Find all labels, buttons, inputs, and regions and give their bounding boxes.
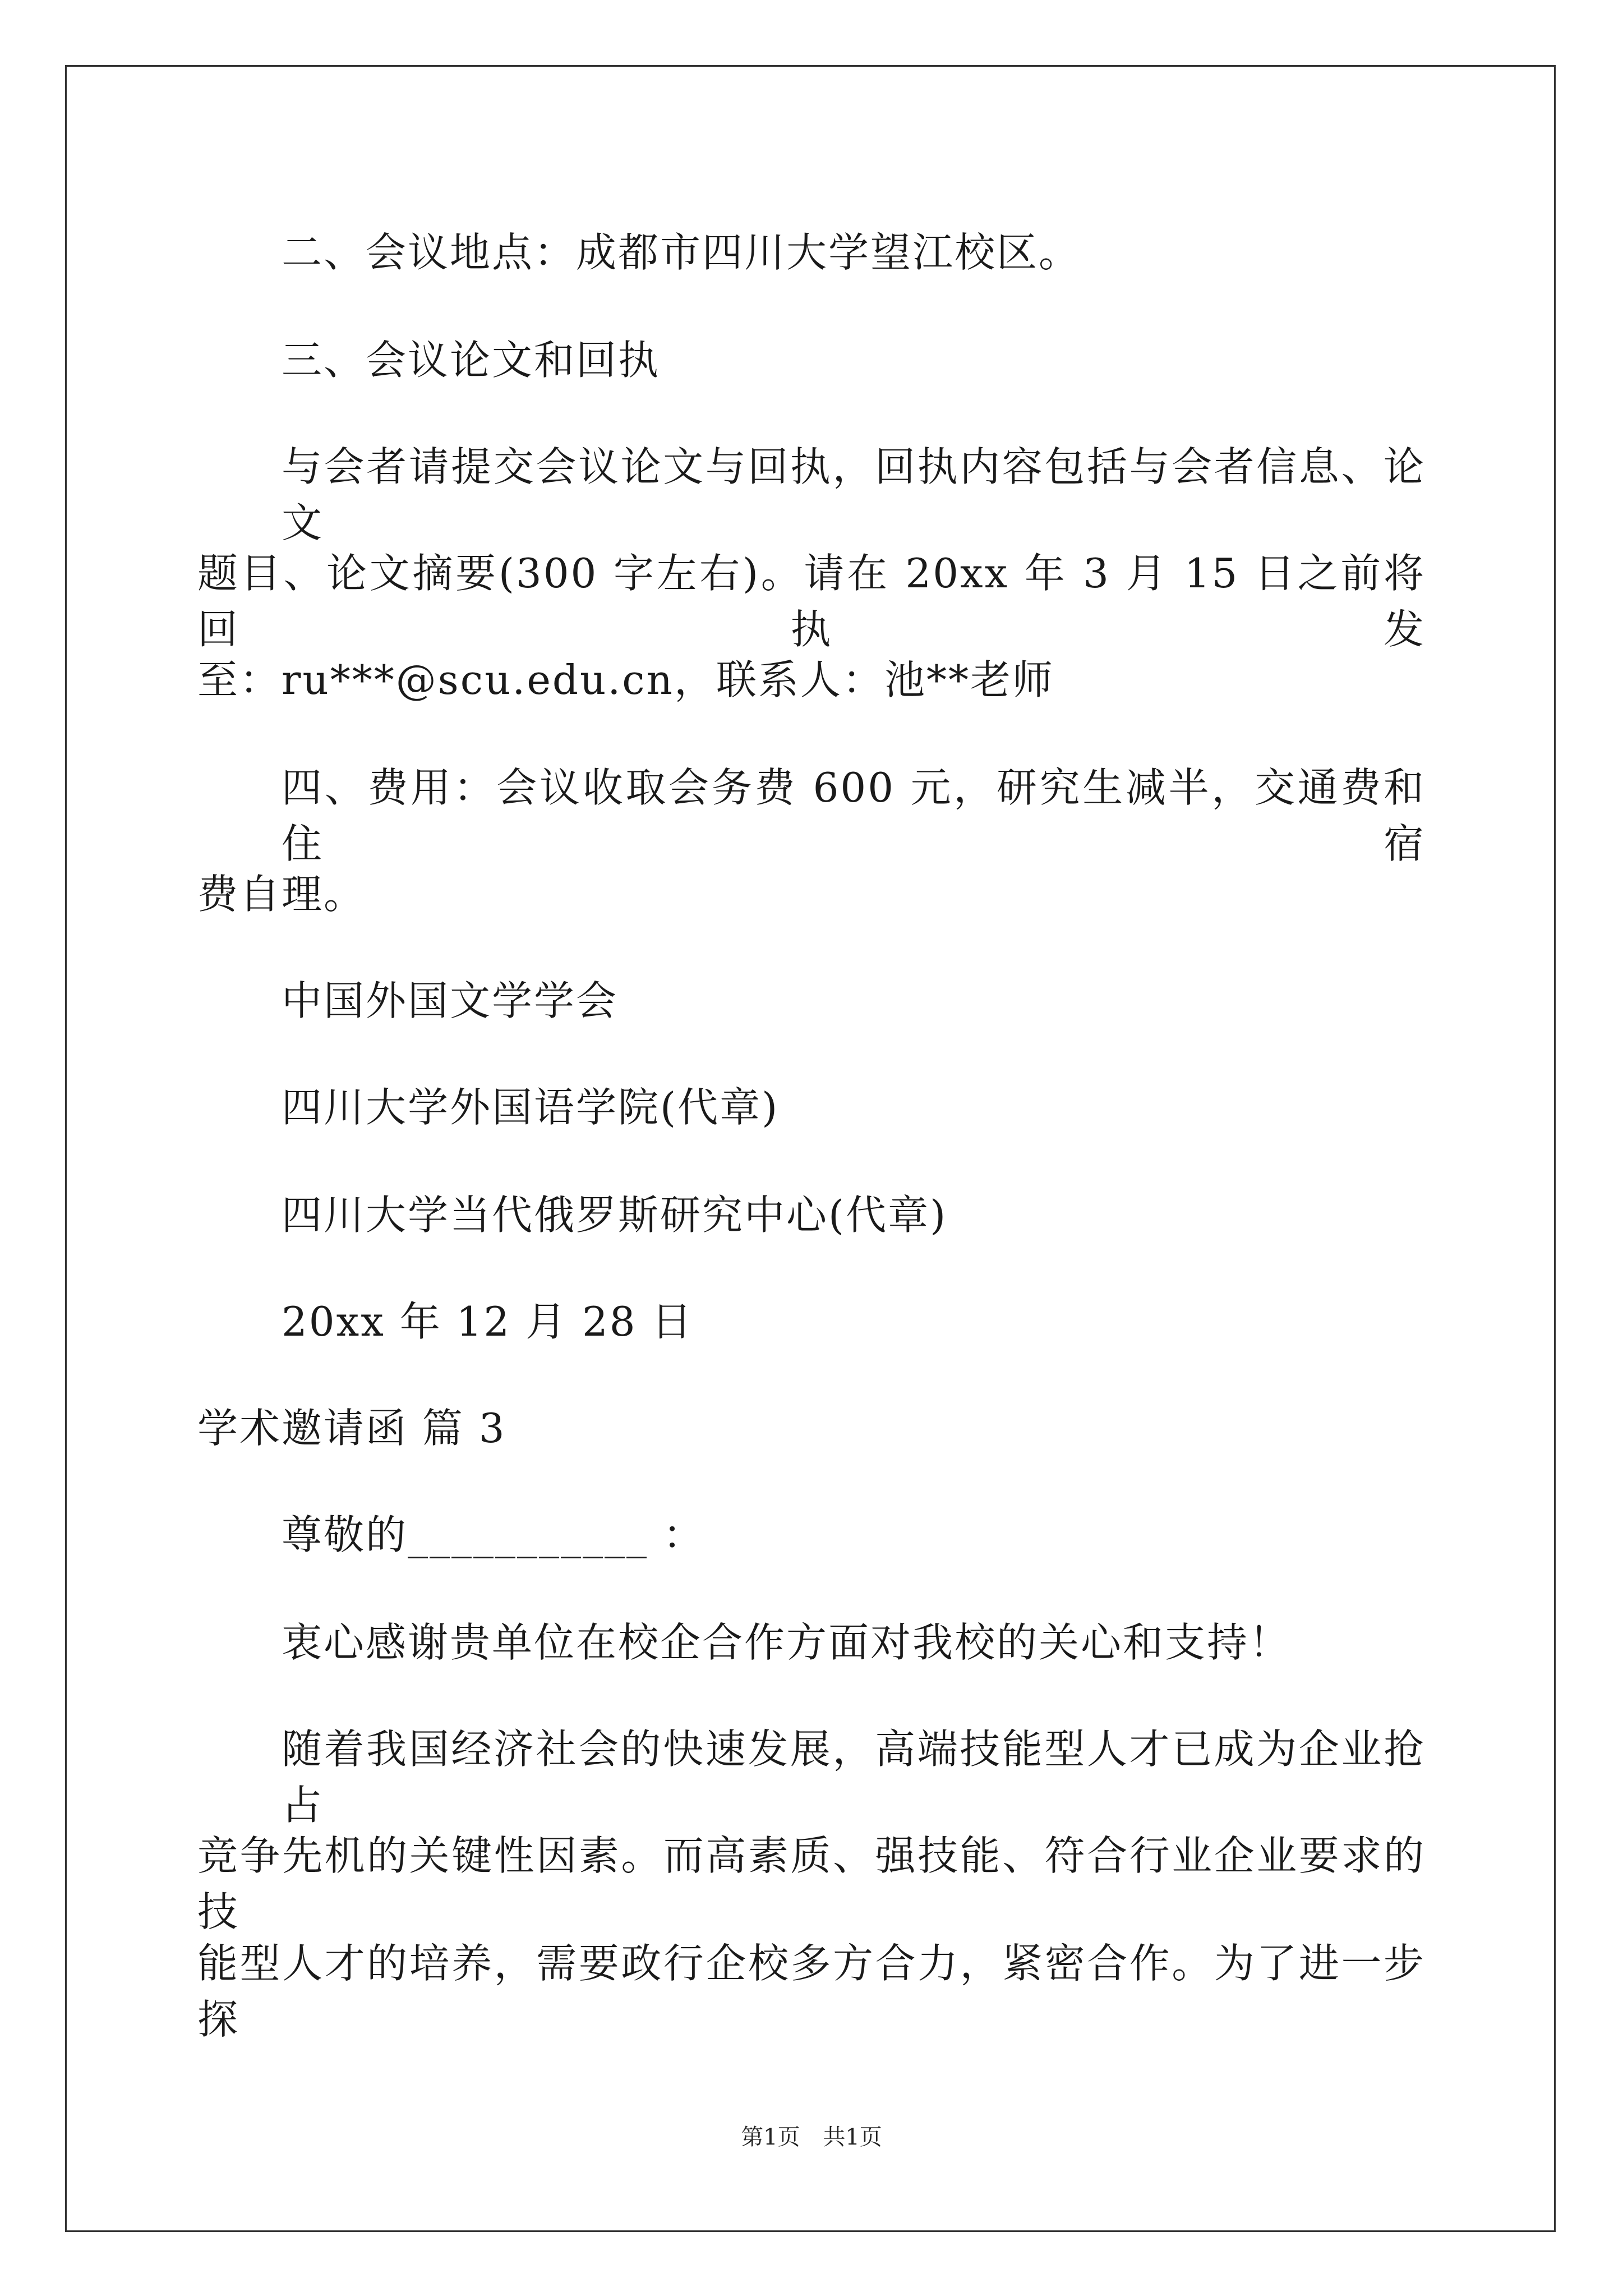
page-total: 共1页	[823, 2124, 882, 2150]
paragraph-submission-line2: 题目、论文摘要(300 字左右)。请在 20xx 年 3 月 15 日之前将回执发	[197, 550, 1426, 653]
paragraph-submission-line3: 至：ru***@scu.edu.cn，联系人：池**老师	[197, 656, 1054, 703]
paragraph-fees-line2: 费自理。	[197, 871, 366, 918]
signature-org-3: 四川大学当代俄罗斯研究中心(代章)	[282, 1191, 948, 1239]
salutation: 尊敬的___________ ：	[282, 1511, 705, 1558]
paragraph-fees-line1: 四、费用：会议收取会务费 600 元，研究生减半，交通费和住宿	[282, 764, 1426, 867]
paragraph-body-line3: 能型人才的培养，需要政行企校多方合力，紧密合作。为了进一步探	[197, 1940, 1426, 2043]
page-border	[65, 65, 1556, 2232]
page-number: 第1页	[741, 2124, 800, 2150]
signature-org-2: 四川大学外国语学院(代章)	[282, 1084, 780, 1131]
heading-papers-and-reply: 三、会议论文和回执	[282, 337, 661, 384]
paragraph-body-line1: 随着我国经济社会的快速发展，高端技能型人才已成为企业抢占	[282, 1726, 1426, 1829]
page-footer	[0, 2120, 1623, 2154]
paragraph-thanks: 衷心感谢贵单位在校企合作方面对我校的关心和支持！	[282, 1619, 1292, 1666]
section-title: 学术邀请函 篇 3	[197, 1405, 506, 1452]
signature-org-1: 中国外国文学学会	[282, 977, 619, 1024]
paragraph-meeting-location: 二、会议地点：成都市四川大学望江校区。	[282, 229, 1081, 276]
paragraph-submission-line1: 与会者请提交会议论文与回执，回执内容包括与会者信息、论文	[282, 443, 1426, 546]
paragraph-body-line2: 竞争先机的关键性因素。而高素质、强技能、符合行业企业要求的技	[197, 1832, 1426, 1935]
signature-date: 20xx 年 12 月 28 日	[282, 1298, 694, 1345]
